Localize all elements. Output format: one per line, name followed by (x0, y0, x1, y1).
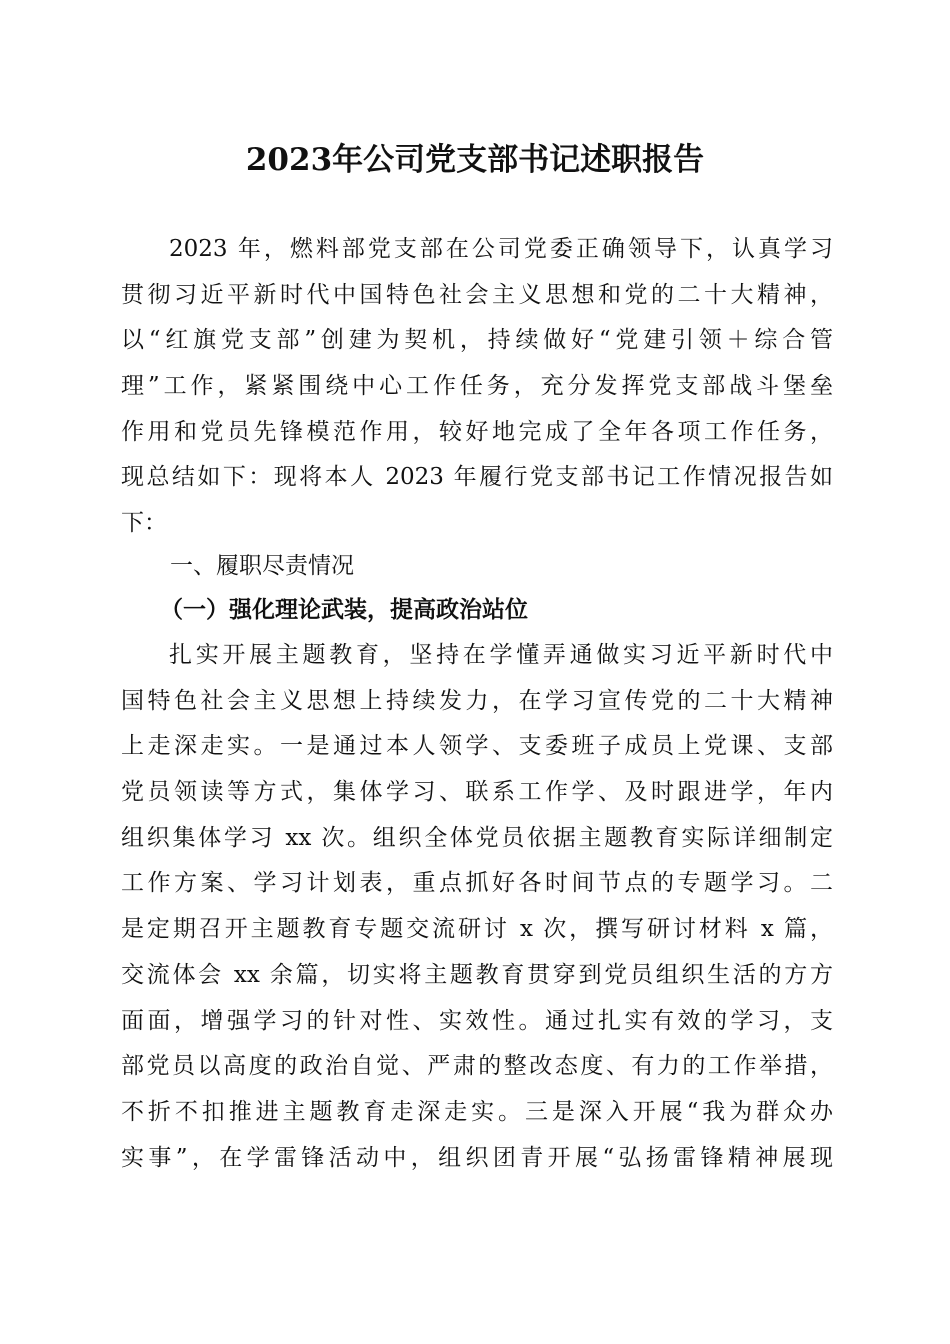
paragraph-line: 现总结如下：现将本人 2023 年履行党支部书记工作情况报告如 (121, 464, 833, 491)
section-heading: 一、履职尽责情况 (170, 553, 354, 579)
paragraph-line: 交流体会 xx 余篇，切实将主题教育贯穿到党员组织生活的方方 (121, 961, 833, 988)
document-title: 2023年公司党支部书记述职报告 (245, 142, 705, 178)
paragraph-line: 以“红旗党支部”创建为契机，持续做好“党建引领＋综合管 (121, 327, 833, 354)
paragraph-line: 组织集体学习 xx 次。组织全体党员依据主题教育实际详细制定 (121, 824, 833, 851)
paragraph-line: 不折不扣推进主题教育走深走实。三是深入开展“我为群众办 (121, 1098, 833, 1125)
paragraph-line: 扎实开展主题教育，坚持在学懂弄通做实习近平新时代中 (169, 642, 833, 668)
paragraph-line: 工作方案、学习计划表，重点抓好各时间节点的专题学习。二 (121, 870, 833, 897)
paragraph-line: 理”工作，紧紧围绕中心工作任务，充分发挥党支部战斗堡垒 (121, 373, 833, 400)
body-paragraph (121, 633, 833, 1181)
paragraph-line: 国特色社会主义思想上持续发力，在学习宣传党的二十大精神 (121, 687, 833, 714)
paragraph-line: 2023 年，燃料部党支部在公司党委正确领导下，认真学习 (169, 236, 833, 262)
paragraph-line: 下： (121, 510, 167, 537)
paragraph-line: 贯彻习近平新时代中国特色社会主义思想和党的二十大精神， (121, 281, 833, 308)
paragraph-line: 部党员以高度的政治自觉、严肃的整改态度、有力的工作举措， (121, 1053, 833, 1080)
paragraph-line: 实事”，在学雷锋活动中，组织团青开展“弘扬雷锋精神展现 (121, 1144, 833, 1171)
paragraph-line: 面面，增强学习的针对性、实效性。通过扎实有效的学习，支 (121, 1007, 833, 1034)
paragraph-line: 党员领读等方式，集体学习、联系工作学、及时跟进学，年内 (121, 779, 833, 806)
intro-paragraph (121, 227, 833, 547)
paragraph-line: 作用和党员先锋模范作用，较好地完成了全年各项工作任务， (121, 418, 833, 445)
paragraph-line: 是定期召开主题教育专题交流研讨 x 次，撰写研讨材料 x 篇， (121, 916, 833, 943)
subsection-heading: （一）强化理论武装，提高政治站位 (160, 596, 528, 623)
paragraph-line: 上走深走实。一是通过本人领学、支委班子成员上党课、支部 (121, 733, 833, 760)
